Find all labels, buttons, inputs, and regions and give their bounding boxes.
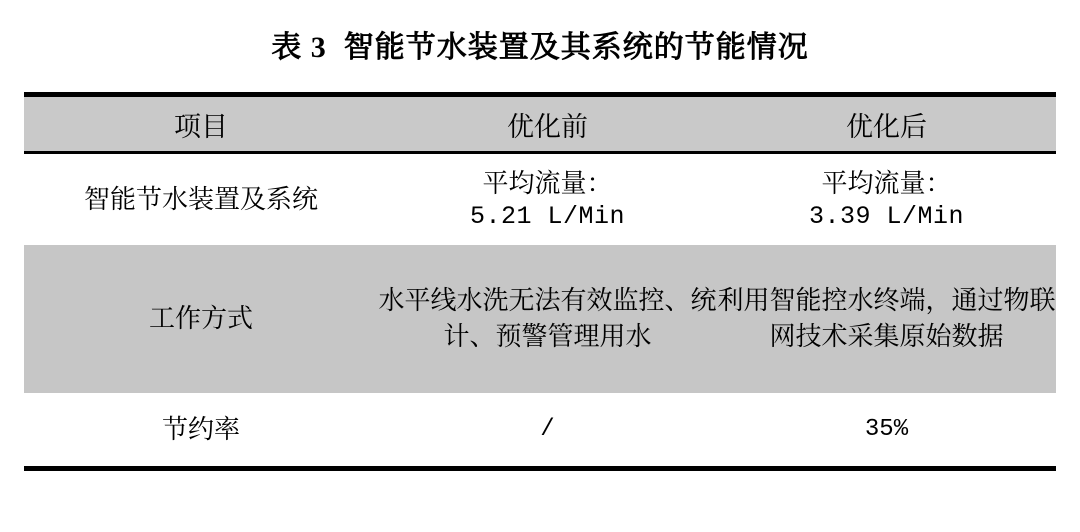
column-header-item: 项目 [24,95,378,153]
before-flow-label: 平均流量： [482,167,613,198]
column-header-before: 优化前 [378,95,717,153]
cell-before-working-mode: 水平线水洗无法有效监控、统计、预警管理用水 [378,245,717,393]
column-header-after: 优化后 [717,95,1056,153]
table-container [24,92,1056,471]
table-row [24,153,1056,245]
row-label-saving-rate: 节约率 [24,393,378,469]
before-flow-value: 5.21 L/Min [469,201,626,231]
cell-before-saving-rate: / [378,393,717,469]
cell-after-flow [717,153,1056,245]
cell-after-saving-rate: 35% [717,393,1056,469]
after-flow-value: 3.39 L/Min [808,201,965,231]
table-row [24,393,1056,469]
after-flow-label: 平均流量： [821,167,952,198]
table-row [24,245,1056,393]
table-caption: 表 3 智能节水装置及其系统的节能情况 [271,31,809,64]
row-label-device-system: 智能节水装置及系统 [24,153,378,245]
cell-after-working-mode: 利用智能控水终端，通过物联网技术采集原始数据 [717,245,1056,393]
cell-before-flow [378,153,717,245]
table-header-row [24,95,1056,153]
row-label-working-mode: 工作方式 [24,245,378,393]
energy-saving-table [24,92,1056,471]
